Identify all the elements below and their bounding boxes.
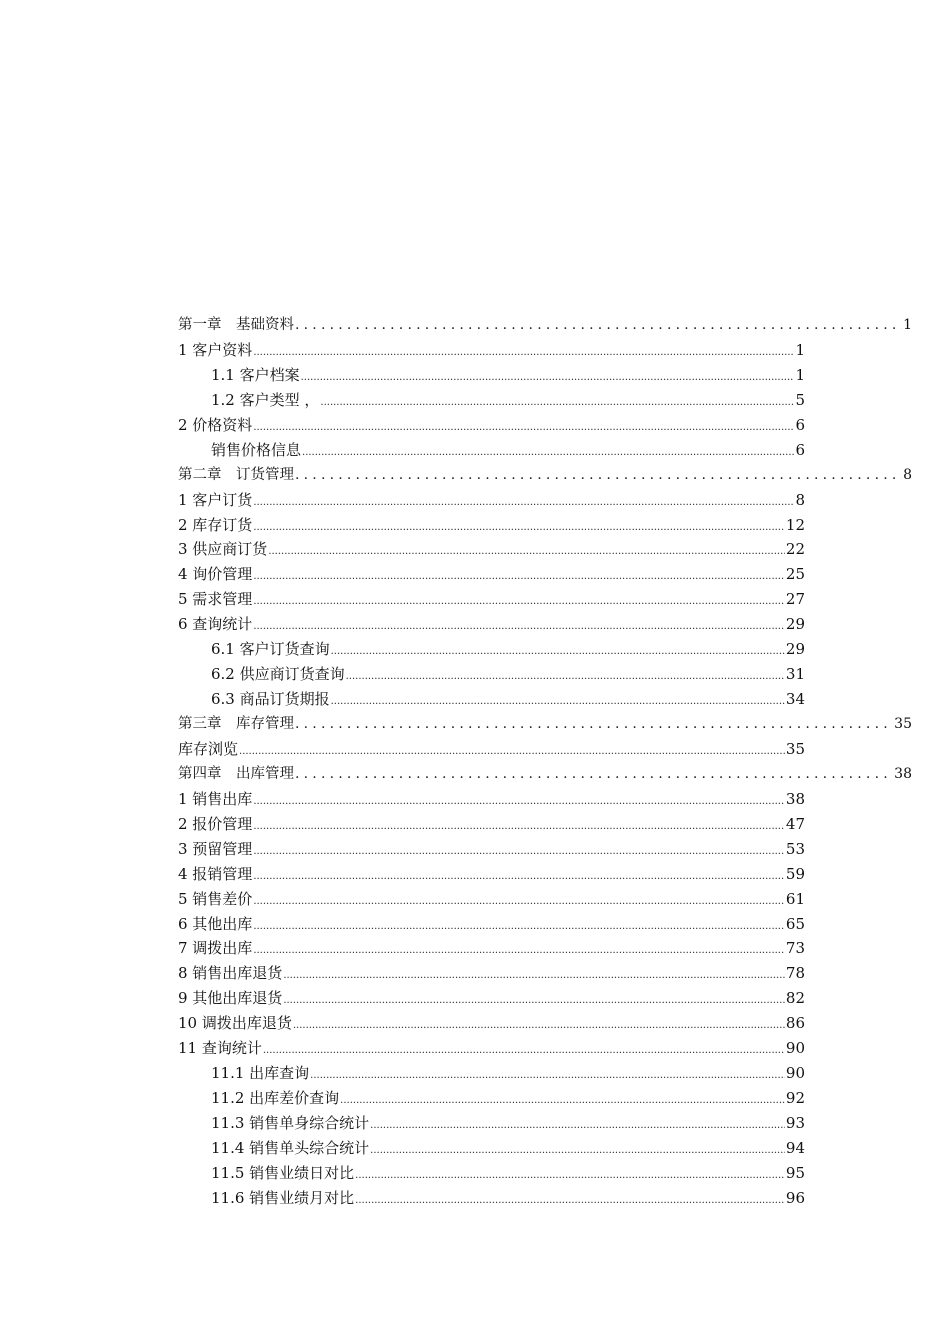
toc-page-number: 53 [785, 839, 805, 858]
toc-dot-leader [302, 448, 794, 458]
toc-dot-leader [253, 822, 785, 832]
toc-dot-leader [295, 470, 902, 480]
toc-entry-title: 5 需求管理 [178, 590, 253, 609]
toc-page-number: 5 [795, 390, 805, 409]
toc-section-entry[interactable] [178, 612, 805, 637]
toc-dot-leader [239, 747, 785, 757]
toc-section-entry[interactable] [178, 936, 805, 961]
toc-page-number: 34 [785, 690, 805, 709]
toc-page-number: 1 [903, 317, 912, 333]
toc-entry-title: 2 价格资料 [178, 415, 253, 434]
toc-dot-leader [253, 498, 794, 508]
toc-section-entry[interactable] [178, 862, 805, 887]
toc-entry-title: 第四章 出库管理 [178, 765, 294, 782]
toc-entry-title: 1 销售出库 [178, 789, 253, 808]
toc-dot-leader [293, 1021, 785, 1031]
toc-section-entry[interactable] [178, 587, 805, 612]
toc-entry-title: 6.2 供应商订货查询 [211, 665, 345, 684]
toc-section-entry[interactable] [178, 812, 805, 837]
toc-dot-leader [331, 647, 785, 657]
toc-subsection-entry[interactable] [211, 1136, 805, 1161]
toc-chapter-entry[interactable] [178, 463, 912, 488]
toc-page-number: 8 [903, 466, 912, 483]
toc-section-entry[interactable] [178, 513, 805, 538]
toc-section-entry[interactable] [178, 837, 805, 862]
toc-page-number: 25 [785, 565, 805, 584]
toc-dot-leader [253, 622, 785, 632]
toc-page-number: 8 [795, 490, 805, 509]
toc-section-entry[interactable] [178, 562, 805, 587]
toc-entry-title: 11.2 出库差价查询 [211, 1089, 340, 1108]
toc-subsection-entry[interactable] [211, 388, 805, 413]
toc-dot-leader [253, 946, 785, 956]
toc-dot-leader [253, 348, 794, 358]
toc-dot-leader [253, 423, 794, 433]
toc-section-entry[interactable] [178, 1011, 805, 1036]
toc-entry-title: 8 销售出库退货 [178, 964, 283, 983]
toc-dot-leader [340, 1096, 785, 1106]
toc-dot-leader [283, 996, 785, 1006]
toc-dot-leader [355, 1196, 785, 1206]
toc-page-number: 12 [785, 515, 805, 534]
toc-page-number: 38 [785, 789, 805, 808]
toc-entry-title: 5 销售差价 [178, 889, 253, 908]
toc-entry-title: 11.3 销售单身综合统计 [211, 1114, 370, 1132]
toc-dot-leader [295, 719, 893, 729]
toc-dot-leader [253, 572, 785, 582]
toc-entry-title: 销售价格信息 [211, 440, 302, 459]
toc-dot-leader [253, 872, 785, 882]
toc-dot-leader [346, 672, 785, 682]
toc-subsection-entry[interactable] [211, 637, 805, 662]
toc-page-number: 86 [785, 1014, 805, 1033]
toc-subsection-entry[interactable] [211, 662, 805, 687]
toc-page-number: 92 [785, 1089, 805, 1108]
toc-chapter-entry[interactable] [178, 313, 912, 338]
toc-entry-title: 3 供应商订货 [178, 540, 268, 559]
toc-dot-leader [253, 797, 785, 807]
toc-dot-leader [268, 547, 785, 557]
toc-dot-leader [301, 373, 795, 383]
toc-entry-title: 1.2 客户类型 ， [211, 390, 320, 409]
toc-page-number: 31 [785, 665, 805, 684]
toc-page-number: 61 [785, 889, 805, 908]
toc-section-entry[interactable] [178, 912, 805, 937]
toc-subsection-entry[interactable] [211, 1061, 805, 1086]
toc-dot-leader [295, 769, 893, 779]
toc-page-number: 65 [785, 914, 805, 933]
toc-page-number: 35 [785, 739, 805, 758]
toc-subsection-entry[interactable] [211, 1086, 805, 1111]
toc-section-entry[interactable] [178, 488, 805, 513]
toc-page-number: 38 [894, 765, 912, 782]
toc-entry-title: 10 调拨出库退货 [178, 1014, 292, 1033]
toc-entry-title: 第三章 库存管理 [178, 716, 294, 732]
toc-entry-title: 第二章 订货管理 [178, 466, 294, 483]
toc-entry-title: 6 其他出库 [178, 914, 253, 933]
toc-entry-title: 2 报价管理 [178, 814, 253, 833]
toc-section-entry[interactable] [178, 887, 805, 912]
toc-entry-title: 2 库存订货 [178, 515, 253, 534]
toc-section-entry[interactable] [178, 737, 805, 762]
toc-dot-leader [355, 1171, 785, 1181]
toc-entry-title: 库存浏览 [178, 739, 239, 758]
toc-page-number: 90 [785, 1039, 805, 1058]
toc-page-number: 35 [894, 716, 912, 732]
toc-page-number: 73 [785, 939, 805, 958]
toc-dot-leader [331, 697, 785, 707]
toc-page-number: 78 [785, 964, 805, 983]
toc-entry-title: 6 查询统计 [178, 615, 253, 634]
toc-dot-leader [370, 1146, 785, 1156]
toc-page-number: 47 [785, 814, 805, 833]
toc-page-number: 29 [785, 640, 805, 659]
toc-dot-leader [253, 897, 785, 907]
toc-chapter-entry[interactable] [178, 712, 912, 737]
toc-page-number: 96 [785, 1188, 805, 1207]
toc-dot-leader [320, 398, 794, 408]
toc-entry-title: 第一章 基础资料 [178, 317, 294, 333]
toc-page-number: 22 [785, 540, 805, 559]
toc-dot-leader [253, 922, 785, 932]
toc-entry-title: 9 其他出库退货 [178, 989, 283, 1008]
toc-section-entry[interactable] [178, 787, 805, 812]
toc-dot-leader [295, 320, 902, 330]
toc-section-entry[interactable] [178, 1036, 805, 1061]
toc-entry-title: 1 客户资料 [178, 340, 253, 359]
toc-section-entry[interactable] [178, 338, 805, 363]
toc-page-number: 1 [795, 365, 805, 384]
toc-page-number: 59 [785, 864, 805, 883]
toc-subsection-entry[interactable] [211, 687, 805, 712]
toc-dot-leader [253, 523, 785, 533]
toc-section-entry[interactable] [178, 413, 805, 438]
toc-subsection-entry[interactable] [211, 1111, 805, 1136]
toc-entry-title: 11 查询统计 [178, 1039, 262, 1058]
toc-page-number: 93 [785, 1114, 805, 1132]
toc-section-entry[interactable] [178, 986, 805, 1011]
toc-dot-leader [370, 1121, 785, 1131]
toc-page-number: 29 [785, 615, 805, 634]
toc-entry-title: 6.1 客户订货查询 [211, 640, 330, 659]
toc-section-entry[interactable] [178, 537, 805, 562]
toc-dot-leader [253, 597, 785, 607]
toc-subsection-entry[interactable] [211, 1186, 805, 1211]
toc-subsection-entry[interactable] [211, 438, 805, 463]
toc-entry-title: 11.6 销售业绩月对比 [211, 1188, 355, 1207]
toc-page-number: 1 [795, 340, 805, 359]
toc-page-number: 90 [785, 1064, 805, 1083]
toc-entry-title: 4 报销管理 [178, 864, 253, 883]
toc-page-number: 82 [785, 989, 805, 1008]
toc-section-entry[interactable] [178, 961, 805, 986]
toc-entry-title: 3 预留管理 [178, 839, 253, 858]
toc-entry-title: 1 客户订货 [178, 490, 253, 509]
toc-dot-leader [310, 1071, 785, 1081]
toc-page-number: 6 [795, 440, 805, 459]
table-of-contents [178, 313, 918, 1211]
toc-subsection-entry[interactable] [211, 1161, 805, 1186]
toc-dot-leader [253, 847, 785, 857]
toc-page-number: 94 [785, 1138, 805, 1157]
toc-chapter-entry[interactable] [178, 762, 912, 787]
toc-entry-title: 7 调拨出库 [178, 939, 253, 958]
toc-subsection-entry[interactable] [211, 363, 805, 388]
toc-entry-title: 6.3 商品订货期报 [211, 690, 330, 709]
toc-page-number: 27 [785, 590, 805, 609]
toc-entry-title: 4 询价管理 [178, 565, 253, 584]
toc-entry-title: 11.5 销售业绩日对比 [211, 1163, 355, 1182]
toc-entry-title: 1.1 客户档案 [211, 365, 300, 384]
toc-entry-title: 11.4 销售单头综合统计 [211, 1138, 370, 1157]
toc-page-number: 95 [785, 1163, 805, 1182]
toc-entry-title: 11.1 出库查询 [211, 1064, 310, 1083]
toc-dot-leader [283, 971, 785, 981]
toc-page-number: 6 [795, 415, 805, 434]
toc-dot-leader [263, 1046, 785, 1056]
